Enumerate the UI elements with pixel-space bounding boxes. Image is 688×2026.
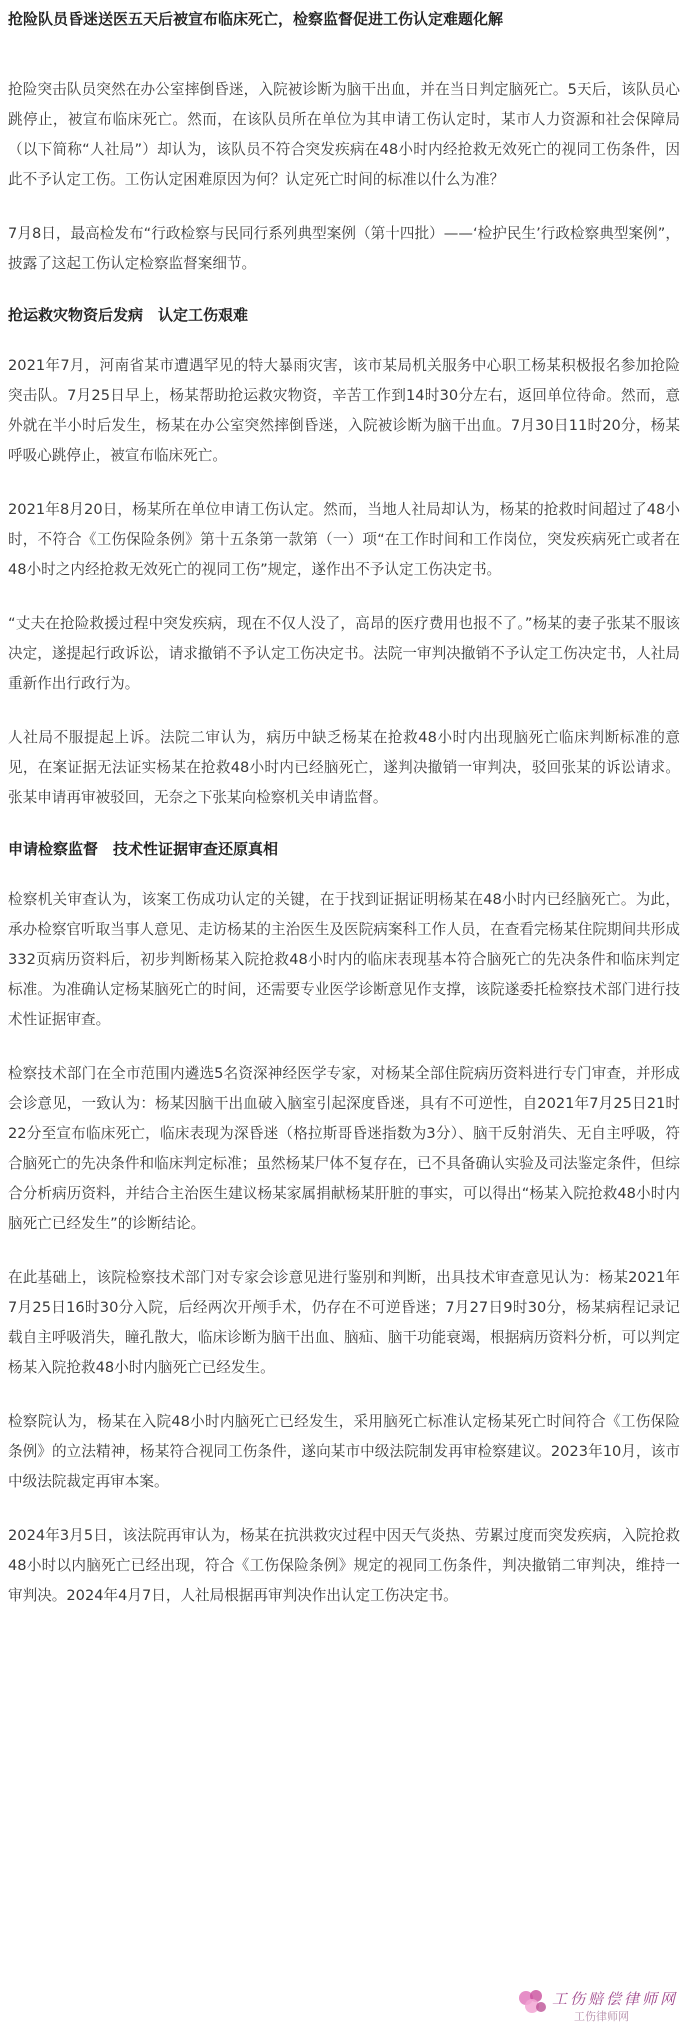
section-2-paragraph: 检察机关审查认为，该案工伤成功认定的关键，在于找到证据证明杨某在48小时内已经脑死亡。为此，承办检察官听取当事人意见、走访杨某的主治医生及医院病案科工作人员，在查看完杨某住院期间共形成332页病历资料后，初步判断杨某入院抢救48小时内的临床表现基本符合脑死亡的先决条件和临床判定标准。为准确认定杨某脑死亡的时间，还需要专业医学诊断意见作支撑，该院遂委托检察技术部门进行技术性证据审查。 <box>8 891 680 1028</box>
section-2-paragraph: 检察院认为，杨某在入院48小时内脑死亡已经发生，采用脑死亡标准认定杨某死亡时间符合《工伤保险条例》的立法精神，杨某符合视同工伤条件，遂向某市中级法院制发再审检察建议。2023年10月，该市中级法院裁定再审本案。 <box>8 1413 680 1490</box>
section-1-heading: 抢运救灾物资后发病 认定工伤艰难 <box>8 306 249 324</box>
section-2-paragraph: 检察技术部门在全市范围内遴选5名资深神经医学专家，对杨某全部住院病历资料进行专门审查，并形成会诊意见，一致认为：杨某因脑干出血破入脑室引起深度昏迷，具有不可逆性，自2021年7月25日21时22分至宣布临床死亡，临床表现为深昏迷（格拉斯哥昏迷指数为3分）、脑干反射消失、无自主呼吸，符合脑死亡的先决条件和临床判定标准；虽然杨某尸体不复存在，已不具备确认实验及司法鉴定条件，但综合分析病历资料，并结合主治医生建议杨某家属捐献杨某肝脏的事实，可以得出“杨某入院抢救48小时内脑死亡已经发生”的诊断结论。 <box>8 1065 680 1232</box>
section-2-paragraph: 在此基础上，该院检察技术部门对专家会诊意见进行鉴别和判断，出具技术审查意见认为：杨某2021年7月25日16时30分入院，后经两次开颅手术，仍存在不可逆昏迷；7月27日9时30分，杨某病程记录记载自主呼吸消失，瞳孔散大，临床诊断为脑干出血、脑疝、脑干功能衰竭，根据病历资料分析，可以判定杨某入院抢救48小时内脑死亡已经发生。 <box>8 1269 680 1376</box>
watermark-subtext: 工伤律师网 <box>574 2010 629 2023</box>
section-1-paragraph: 2021年8月20日，杨某所在单位申请工伤认定。然而，当地人社局却认为，杨某的抢救时间超过了48小时，不符合《工伤保险条例》第十五条第一款第（一）项“在工作时间和工作岗位，突发疾病死亡或者在48小时之内经抢救无效死亡的视同工伤”规定，遂作出不予认定工伤决定书。 <box>8 501 680 578</box>
article <box>0 8 688 1611</box>
watermark-logo-icon <box>514 1986 550 2018</box>
section-1-paragraph: 人社局不服提起上诉。法院二审认为，病历中缺乏杨某在抢救48小时内出现脑死亡临床判断标准的意见，在案证据无法证实杨某在抢救48小时内已经脑死亡，遂判决撤销一审判决，驳回张某的诉讼请求。张某申请再审被驳回，无奈之下张某向检察机关申请监督。 <box>8 729 680 806</box>
section-1-paragraph: 2021年7月，河南省某市遭遇罕见的特大暴雨灾害，该市某局机关服务中心职工杨某积极报名参加抢险突击队。7月25日早上，杨某帮助抢运救灾物资，辛苦工作到14时30分左右，返回单位待命。然而，意外就在半小时后发生，杨某在办公室突然摔倒昏迷，入院被诊断为脑干出血。7月30日11时20分，杨某呼吸心跳停止，被宣布临床死亡。 <box>8 357 680 464</box>
watermark-text: 工伤赔偿律师网 <box>552 1990 679 2008</box>
intro-paragraph-1: 抢险突击队员突然在办公室摔倒昏迷，入院被诊断为脑干出血，并在当日判定脑死亡。5天后，该队员心跳停止，被宣布临床死亡。然而，在该队员所在单位为其申请工伤认定时，某市人力资源和社会保障局（以下简称“人社局”）却认为，该队员不符合突发疾病在48小时内经抢救无效死亡的视同工伤条件，因此不予认定工伤。工伤认定困难原因为何？认定死亡时间的标准以什么为准？ <box>8 81 680 188</box>
article-title: 抢险队员昏迷送医五天后被宣布临床死亡，检察监督促进工伤认定难题化解 <box>8 10 504 28</box>
intro-paragraph-2: 7月8日，最高检发布“行政检察与民同行系列典型案例（第十四批）——‘检护民生’行政检察典型案例”，披露了这起工伤认定检察监督案细节。 <box>8 225 680 272</box>
section-2-paragraph: 2024年3月5日，该法院再审认为，杨某在抗洪救灾过程中因天气炎热、劳累过度而突发疾病，入院抢救48小时以内脑死亡已经出现，符合《工伤保险条例》规定的视同工伤条件，判决撤销二审判决，维持一审判决。2024年4月7日，人社局根据再审判决作出认定工伤决定书。 <box>8 1527 680 1604</box>
section-2-heading: 申请检察监督 技术性证据审查还原真相 <box>8 840 279 858</box>
section-1-paragraph: “丈夫在抢险救援过程中突发疾病，现在不仅人没了，高昂的医疗费用也报不了。”杨某的妻子张某不服该决定，遂提起行政诉讼，请求撤销不予认定工伤决定书。法院一审判决撤销不予认定工伤决定书，人社局重新作出行政行为。 <box>8 615 680 692</box>
watermark <box>512 1984 682 2024</box>
